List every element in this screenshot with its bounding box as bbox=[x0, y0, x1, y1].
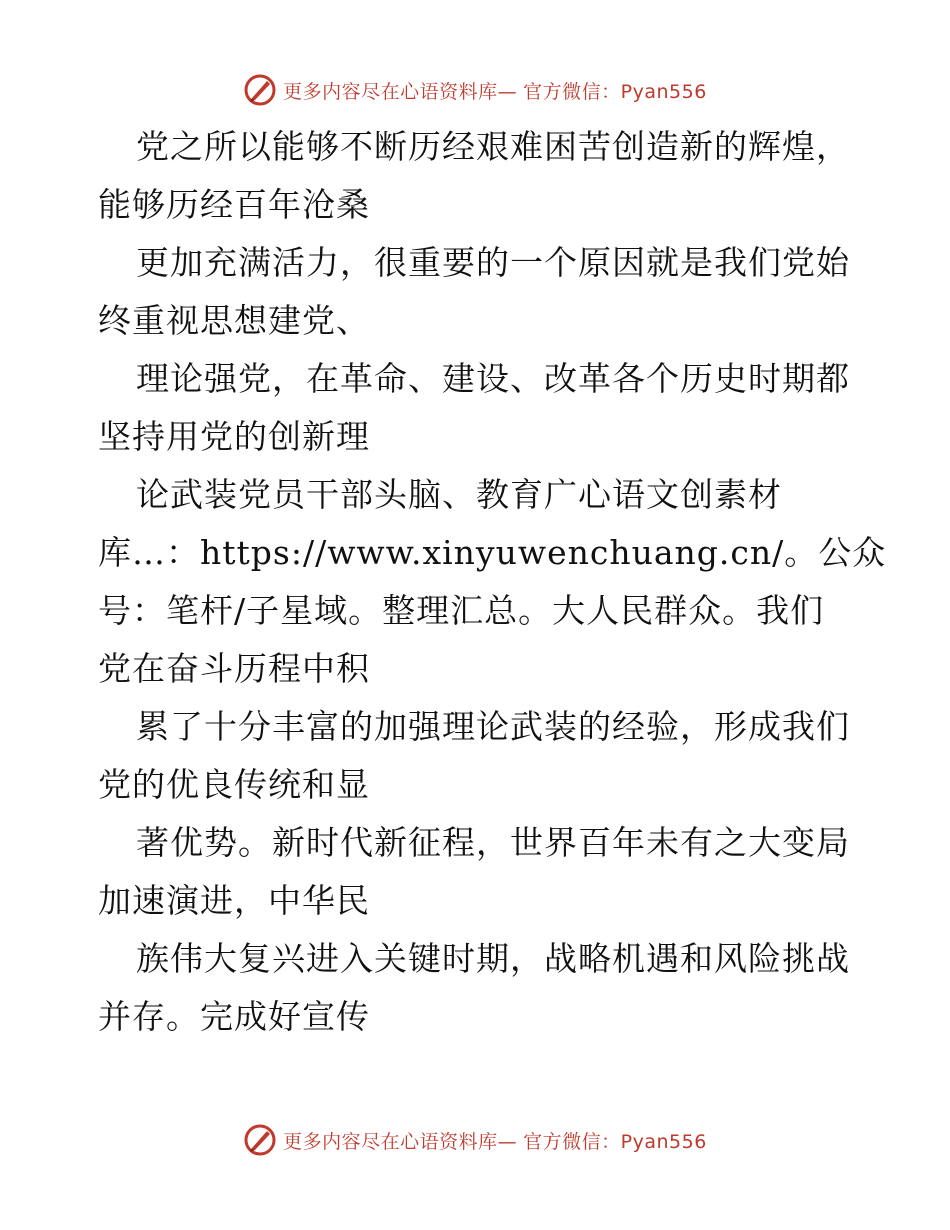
body-line: 论武装党员干部头脑、教育广心语文创素材 bbox=[136, 475, 782, 514]
body-line: 党的优良传统和显 bbox=[98, 765, 370, 804]
header-wechat-text: 官方微信：Pyan556 bbox=[523, 80, 707, 103]
body-line: 终重视思想建党、 bbox=[98, 301, 370, 340]
body-line: 族伟大复兴进入关键时期，战略机遇和风险挑战 bbox=[136, 939, 850, 978]
body-line: 更加充满活力，很重要的一个原因就是我们党始 bbox=[136, 243, 850, 282]
footer-wechat-text: 官方微信：Pyan556 bbox=[523, 1130, 707, 1153]
body-line: 能够历经百年沧桑 bbox=[98, 185, 370, 224]
body-line: 著优势。新时代新征程，世界百年未有之大变局 bbox=[136, 823, 850, 862]
body-line: 累了十分丰富的加强理论武装的经验，形成我们 bbox=[136, 707, 850, 746]
footer-banner-text: 更多内容尽在心语资料库— bbox=[283, 1130, 518, 1153]
body-line: 加速演进，中华民 bbox=[98, 881, 370, 920]
body-line: 库…：https://www.xinyuwenchuang.cn/。公众 bbox=[98, 533, 887, 572]
body-line: 理论强党，在革命、建设、改革各个历史时期都 bbox=[136, 359, 850, 398]
body-line: 党在奋斗历程中积 bbox=[98, 649, 370, 688]
header-banner-text: 更多内容尽在心语资料库— bbox=[283, 80, 518, 103]
body-line: 党之所以能够不断历经艰难困苦创造新的辉煌， bbox=[136, 127, 850, 166]
body-line: 号：笔杆/子星域。整理汇总。大人民群众。我们 bbox=[98, 591, 825, 630]
header-banner bbox=[0, 70, 950, 110]
body-line: 并存。完成好宣传 bbox=[98, 997, 370, 1036]
pen-logo-icon bbox=[243, 1123, 277, 1157]
pen-logo-icon bbox=[243, 73, 277, 107]
document-body bbox=[98, 118, 887, 1046]
footer-banner bbox=[0, 1120, 950, 1160]
body-line: 坚持用党的创新理 bbox=[98, 417, 370, 456]
